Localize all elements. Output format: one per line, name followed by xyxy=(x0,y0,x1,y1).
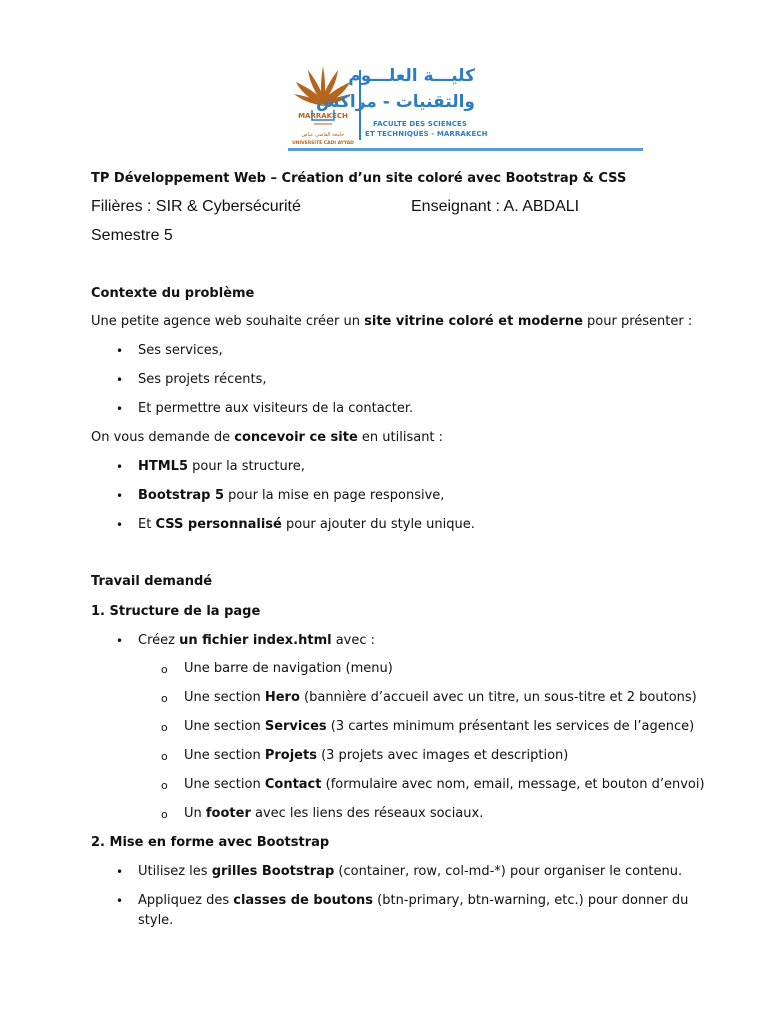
context-demand: On vous demande de concevoir ce site en utilisant : xyxy=(91,430,444,445)
sub-bullet-icon: o xyxy=(161,750,168,763)
bullet-icon: • xyxy=(116,634,124,648)
sub-list-item: Une section Contact (formulaire avec nom, email, message, et bouton d’envoi) xyxy=(184,777,705,792)
list-item: Bootstrap 5 pour la mise en page responsive, xyxy=(138,488,445,503)
bullet-icon: • xyxy=(116,460,124,474)
faculty-name-line2: ET TECHNIQUES - MARRAKECH xyxy=(365,130,488,138)
context-intro: Une petite agence web souhaite créer un site vitrine coloré et moderne pour présenter : xyxy=(91,314,693,329)
sub-bullet-icon: o xyxy=(161,808,168,821)
sub-list-item: Une section Services (3 cartes minimum présentant les services de l’agence) xyxy=(184,719,695,734)
header-rule xyxy=(288,148,643,151)
emblem-arabic-university: جامعة القاضي عياض xyxy=(301,132,345,138)
context-heading: Contexte du problème xyxy=(91,286,255,301)
filieres-label: Filières : SIR & Cybersécurité xyxy=(91,198,301,215)
work-heading: Travail demandé xyxy=(91,574,213,589)
faculty-arabic-line2: والتقنيات - مراكش xyxy=(315,92,475,112)
document-header xyxy=(0,0,768,160)
list-item: Ses services, xyxy=(138,343,223,358)
section1-heading: 1. Structure de la page xyxy=(91,604,261,619)
list-item: Utilisez les grilles Bootstrap (container, row, col-md-*) pour organiser le contenu. xyxy=(138,864,683,879)
bullet-icon: • xyxy=(116,865,124,879)
sub-bullet-icon: o xyxy=(161,721,168,734)
sub-list-item: Un footer avec les liens des réseaux sociaux. xyxy=(184,806,484,821)
sub-bullet-icon: o xyxy=(161,692,168,705)
teacher-label: Enseignant : A. ABDALI xyxy=(411,198,580,215)
faculty-arabic-line1: كليـــة العلـــوم xyxy=(348,66,475,86)
emblem-city-label: MARRAKECH xyxy=(298,112,348,120)
bullet-icon: • xyxy=(116,344,124,358)
bullet-icon: • xyxy=(116,894,124,908)
faculty-name-line1: FACULTE DES SCIENCES xyxy=(373,120,467,128)
bullet-icon: • xyxy=(116,489,124,503)
document-title: TP Développement Web – Création d’un site coloré avec Bootstrap & CSS xyxy=(91,171,627,186)
sub-bullet-icon: o xyxy=(161,663,168,676)
list-item-continuation: style. xyxy=(138,913,174,928)
list-item: Et permettre aux visiteurs de la contacter. xyxy=(138,401,414,416)
section2-heading: 2. Mise en forme avec Bootstrap xyxy=(91,835,330,850)
bullet-icon: • xyxy=(116,518,124,532)
sub-bullet-icon: o xyxy=(161,779,168,792)
sub-list-item: Une barre de navigation (menu) xyxy=(184,661,393,676)
semester-label: Semestre 5 xyxy=(91,227,173,244)
bullet-icon: • xyxy=(116,373,124,387)
sub-list-item: Une section Hero (bannière d’accueil avec un titre, un sous-titre et 2 boutons) xyxy=(184,690,697,705)
sub-list-item: Une section Projets (3 projets avec images et description) xyxy=(184,748,569,763)
list-item: Ses projets récents, xyxy=(138,372,267,387)
list-item: Créez un fichier index.html avec : xyxy=(138,633,376,648)
emblem-university-label: UNIVERSITÉ CADI AYYAD xyxy=(292,141,354,146)
bullet-icon: • xyxy=(116,402,124,416)
list-item: HTML5 pour la structure, xyxy=(138,459,305,474)
list-item: Et CSS personnalisé pour ajouter du style unique. xyxy=(138,517,475,532)
list-item: Appliquez des classes de boutons (btn-primary, btn-warning, etc.) pour donner du xyxy=(138,893,689,908)
